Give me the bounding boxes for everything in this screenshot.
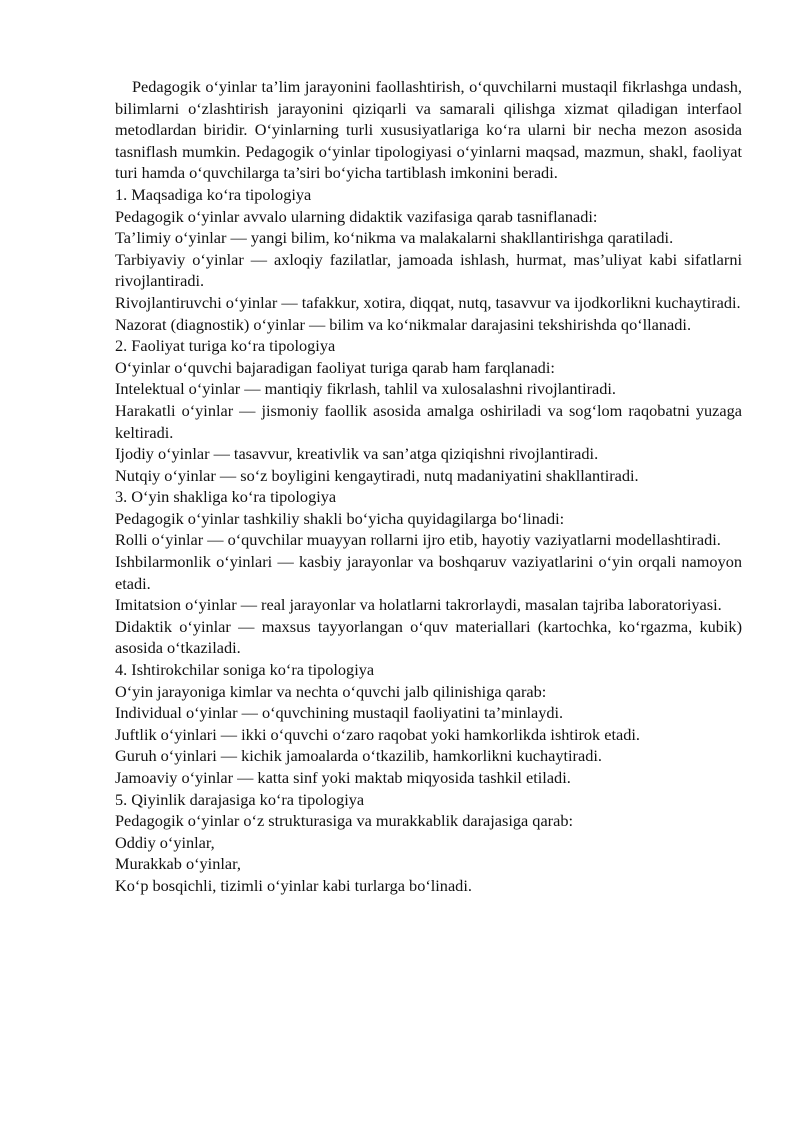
- list-item-juftlik: Juftlik o‘yinlari — ikki o‘quvchi o‘zaro raqobat yoki hamkorlikda ishtirok etadi.: [115, 724, 640, 744]
- list-item-kop-bosqichli: Ko‘p bosqichli, tizimli o‘yinlar kabi turlarga bo‘linadi.: [115, 875, 472, 895]
- list-item-rivojlantiruvchi: Rivojlantiruvchi o‘yinlar — tafakkur, xotira, diqqat, nutq, tasavvur va ijodkorlikni kuchaytiradi.: [115, 292, 741, 312]
- list-item-oddiy: Oddiy o‘yinlar,: [115, 832, 215, 852]
- list-item-jamoaviy: Jamoaviy o‘yinlar — katta sinf yoki maktab miqyosida tashkil etiladi.: [115, 768, 571, 787]
- list-item-imitatsion: Imitatsion o‘yinlar — real jarayonlar va holatlarni takrorlaydi, masalan tajriba laboratoriyasi.: [115, 595, 722, 615]
- list-item-talimiy: Ta’limiy o‘yinlar — yangi bilim, ko‘nikma va malakalarni shakllantirishga qaratiladi.: [115, 228, 674, 248]
- section-lead-5: Pedagogik o‘yinlar o‘z strukturasiga va murakkablik darajasiga qarab:: [115, 811, 573, 831]
- section-heading-2: 2. Faoliyat turiga ko‘ra tipologiya: [115, 336, 336, 356]
- list-item-ishbilarmonlik: Ishbilarmonlik o‘yinlari — kasbiy jarayonlar va boshqaruv vaziyatlarini o‘yin orqali namoyon etadi.: [115, 552, 742, 593]
- list-item-rolli: Rolli o‘yinlar — o‘quvchilar muayyan rollarni ijro etib, hayotiy vaziyatlarni modellashtiradi.: [115, 530, 721, 550]
- list-item-tarbiyaviy: Tarbiyaviy o‘yinlar — axloqiy fazilatlar, jamoada ishlash, hurmat, mas’uliyat kabi sifatlarni rivojlantiradi.: [115, 249, 742, 291]
- section-heading-1: 1. Maqsadiga ko‘ra tipologiya: [115, 184, 312, 204]
- intro-paragraph: Pedagogik o‘yinlar ta’lim jarayonini faollashtirish, o‘quvchilarni mustaqil fikrlashga undash, bilimlarni o‘zlashtirish jarayonini qiziqarli va samarali qilishga xizmat qiladigan interfaol metodlardan biridir. O‘yinlarning turli xususiyatlariga ko‘ra ularni bir necha mezon asosida tasniflash mumkin. Pedagogik o‘yinlar tipologiyasi o‘yinlarni maqsad, mazmun, shakl, faoliyat turi hamda o‘quvchilarga ta’siri bo‘yicha tartiblash imkonini beradi.: [115, 77, 742, 183]
- section-lead-1: Pedagogik o‘yinlar avvalo ularning didaktik vazifasiga qarab tasniflanadi:: [115, 206, 598, 226]
- list-item-harakatli: Harakatli o‘yinlar — jismoniy faollik asosida amalga oshiriladi va sog‘lom raqobatni yuzaga keltiradi.: [115, 400, 742, 442]
- list-item-didaktik: Didaktik o‘yinlar — maxsus tayyorlangan o‘quv materiallari (kartochka, ko‘rgazma, kubik) asosida o‘tkaziladi.: [115, 616, 742, 658]
- section-lead-4: O‘yin jarayoniga kimlar va nechta o‘quvchi jalb qilinishiga qarab:: [115, 681, 547, 701]
- section-lead-2: O‘yinlar o‘quvchi bajaradigan faoliyat turiga qarab ham farqlanadi:: [115, 357, 555, 377]
- section-heading-4: 4. Ishtirokchilar soniga ko‘ra tipologiya: [115, 660, 375, 680]
- section-heading-3: 3. O‘yin shakliga ko‘ra tipologiya: [115, 487, 337, 507]
- list-item-intelektual: Intelektual o‘yinlar — mantiqiy fikrlash, tahlil va xulosalashni rivojlantiradi.: [115, 379, 616, 399]
- list-item-nutqiy: Nutqiy o‘yinlar — so‘z boyligini kengaytiradi, nutq madaniyatini shakllantiradi.: [115, 465, 639, 485]
- list-item-murakkab: Murakkab o‘yinlar,: [115, 854, 241, 874]
- list-item-nazorat: Nazorat (diagnostik) o‘yinlar — bilim va ko‘nikmalar darajasini tekshirishda qo‘llanadi.: [115, 314, 692, 334]
- list-item-individual: Individual o‘yinlar — o‘quvchining mustaqil faoliyatini ta’minlaydi.: [115, 703, 564, 723]
- section-lead-3: Pedagogik o‘yinlar tashkiliy shakli bo‘yicha quyidagilarga bo‘linadi:: [115, 508, 565, 528]
- list-item-ijodiy: Ijodiy o‘yinlar — tasavvur, kreativlik va san’atga qiziqishni rivojlantiradi.: [115, 444, 599, 464]
- list-item-guruh: Guruh o‘yinlari — kichik jamoalarda o‘tkazilib, hamkorlikni kuchaytiradi.: [115, 746, 602, 766]
- document-page: [115, 76, 742, 897]
- section-heading-5: 5. Qiyinlik darajasiga ko‘ra tipologiya: [115, 789, 365, 809]
